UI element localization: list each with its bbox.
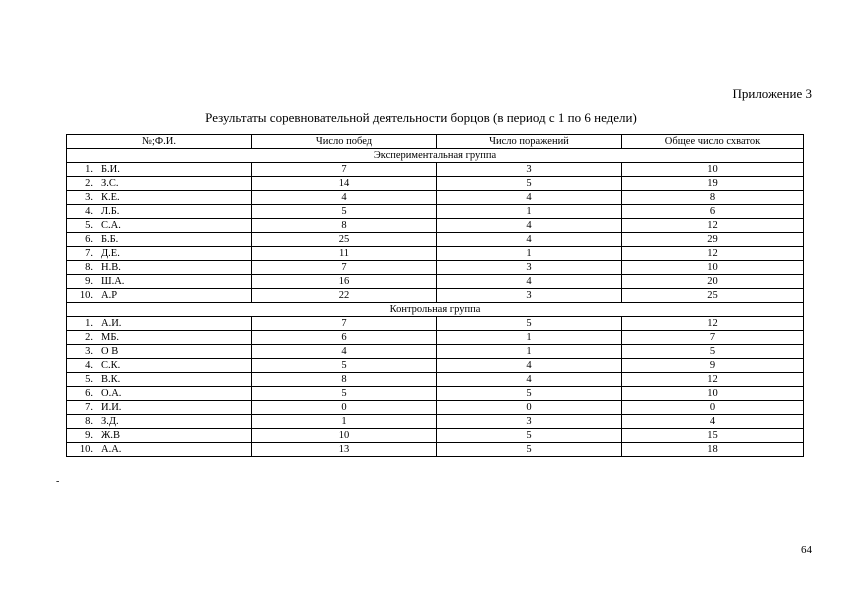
cell-total: 4 xyxy=(622,415,804,429)
cell-total: 12 xyxy=(622,317,804,331)
row-number: 10. xyxy=(79,290,93,301)
header-total: Общее число схваток xyxy=(622,135,804,149)
table-row xyxy=(67,443,804,457)
participant-name: В.К. xyxy=(101,374,121,385)
results-table xyxy=(66,134,804,457)
table-row xyxy=(67,219,804,233)
stray-mark: - xyxy=(56,476,60,487)
table-row xyxy=(67,275,804,289)
cell-wins: 7 xyxy=(252,317,437,331)
cell-wins: 8 xyxy=(252,373,437,387)
cell-total: 25 xyxy=(622,289,804,303)
cell-wins: 13 xyxy=(252,443,437,457)
table-row xyxy=(67,247,804,261)
table-row xyxy=(67,177,804,191)
cell-participant xyxy=(67,177,252,191)
group-title: Экспериментальная группа xyxy=(67,149,804,163)
cell-participant xyxy=(67,233,252,247)
cell-participant xyxy=(67,205,252,219)
document-title: Результаты соревновательной деятельности борцов (в период с 1 по 6 недели) xyxy=(205,110,637,125)
cell-losses: 3 xyxy=(437,415,622,429)
row-number: 6. xyxy=(85,388,93,399)
group-row xyxy=(67,303,804,317)
cell-total: 29 xyxy=(622,233,804,247)
participant-name: О.А. xyxy=(101,388,122,399)
cell-total: 0 xyxy=(622,401,804,415)
cell-losses: 5 xyxy=(437,317,622,331)
cell-wins: 5 xyxy=(252,359,437,373)
row-number: 7. xyxy=(85,248,93,259)
row-number: 7. xyxy=(85,402,93,413)
cell-losses: 4 xyxy=(437,373,622,387)
participant-name: Б.Б. xyxy=(101,234,119,245)
page-number: 64 xyxy=(801,544,812,556)
table-body xyxy=(67,149,804,457)
cell-losses: 4 xyxy=(437,191,622,205)
cell-wins: 22 xyxy=(252,289,437,303)
row-number: 2. xyxy=(85,332,93,343)
participant-name: А.И. xyxy=(101,318,122,329)
cell-total: 12 xyxy=(622,247,804,261)
row-number: 4. xyxy=(85,360,93,371)
cell-wins: 7 xyxy=(252,163,437,177)
participant-name: З.С. xyxy=(101,178,119,189)
cell-wins: 10 xyxy=(252,429,437,443)
row-number: 1. xyxy=(85,318,93,329)
cell-participant xyxy=(67,345,252,359)
cell-losses: 4 xyxy=(437,219,622,233)
cell-participant xyxy=(67,275,252,289)
participant-name: И.И. xyxy=(101,402,122,413)
cell-wins: 25 xyxy=(252,233,437,247)
row-number: 9. xyxy=(85,276,93,287)
participant-name: Д.Е. xyxy=(101,248,120,259)
table-row xyxy=(67,359,804,373)
cell-wins: 0 xyxy=(252,401,437,415)
cell-total: 10 xyxy=(622,163,804,177)
participant-name: Л.Б. xyxy=(101,206,120,217)
cell-total: 8 xyxy=(622,191,804,205)
cell-participant xyxy=(67,219,252,233)
table-row xyxy=(67,345,804,359)
participant-name: МБ. xyxy=(101,332,119,343)
cell-losses: 5 xyxy=(437,177,622,191)
cell-wins: 4 xyxy=(252,345,437,359)
cell-total: 20 xyxy=(622,275,804,289)
cell-wins: 1 xyxy=(252,415,437,429)
cell-losses: 4 xyxy=(437,233,622,247)
cell-total: 12 xyxy=(622,219,804,233)
table-row xyxy=(67,331,804,345)
cell-participant xyxy=(67,191,252,205)
cell-wins: 5 xyxy=(252,387,437,401)
table-row xyxy=(67,191,804,205)
row-number: 5. xyxy=(85,374,93,385)
participant-name: О В xyxy=(101,346,119,357)
cell-losses: 5 xyxy=(437,429,622,443)
cell-losses: 4 xyxy=(437,275,622,289)
cell-participant xyxy=(67,443,252,457)
cell-wins: 8 xyxy=(252,219,437,233)
participant-name: С.А. xyxy=(101,220,121,231)
table-header-row xyxy=(67,135,804,149)
table-row xyxy=(67,205,804,219)
cell-wins: 6 xyxy=(252,331,437,345)
row-number: 3. xyxy=(85,192,93,203)
cell-total: 7 xyxy=(622,331,804,345)
cell-participant xyxy=(67,401,252,415)
row-number: 9. xyxy=(85,430,93,441)
row-number: 8. xyxy=(85,416,93,427)
cell-wins: 5 xyxy=(252,205,437,219)
table-row xyxy=(67,373,804,387)
group-title: Контрольная группа xyxy=(67,303,804,317)
row-number: 4. xyxy=(85,206,93,217)
row-number: 5. xyxy=(85,220,93,231)
cell-participant xyxy=(67,317,252,331)
cell-wins: 11 xyxy=(252,247,437,261)
cell-total: 9 xyxy=(622,359,804,373)
cell-total: 12 xyxy=(622,373,804,387)
table-row xyxy=(67,415,804,429)
table-row xyxy=(67,233,804,247)
cell-losses: 5 xyxy=(437,387,622,401)
cell-total: 10 xyxy=(622,387,804,401)
appendix-label: Приложение 3 xyxy=(732,86,812,101)
group-row xyxy=(67,149,804,163)
cell-total: 10 xyxy=(622,261,804,275)
cell-participant xyxy=(67,359,252,373)
participant-name: С.К. xyxy=(101,360,121,371)
row-number: 2. xyxy=(85,178,93,189)
table-row xyxy=(67,401,804,415)
cell-participant xyxy=(67,331,252,345)
participant-name: З.Д. xyxy=(101,416,119,427)
table-row xyxy=(67,261,804,275)
cell-participant xyxy=(67,289,252,303)
header-wins: Число побед xyxy=(252,135,437,149)
row-number: 3. xyxy=(85,346,93,357)
cell-participant xyxy=(67,387,252,401)
table-row xyxy=(67,429,804,443)
cell-losses: 0 xyxy=(437,401,622,415)
cell-participant xyxy=(67,429,252,443)
participant-name: Ж.В xyxy=(101,430,121,441)
cell-participant xyxy=(67,415,252,429)
participant-name: Н.В. xyxy=(101,262,121,273)
cell-losses: 4 xyxy=(437,359,622,373)
table-row xyxy=(67,289,804,303)
participant-name: А.Р xyxy=(101,290,118,301)
row-number: 10. xyxy=(79,444,93,455)
cell-wins: 4 xyxy=(252,191,437,205)
participant-name: Ш.А. xyxy=(101,276,125,287)
table-row xyxy=(67,317,804,331)
cell-total: 18 xyxy=(622,443,804,457)
cell-losses: 1 xyxy=(437,205,622,219)
row-number: 8. xyxy=(85,262,93,273)
participant-name: А.А. xyxy=(101,444,122,455)
cell-participant xyxy=(67,373,252,387)
cell-losses: 1 xyxy=(437,345,622,359)
cell-participant xyxy=(67,163,252,177)
participant-name: К.Е. xyxy=(101,192,120,203)
row-number: 6. xyxy=(85,234,93,245)
cell-losses: 3 xyxy=(437,289,622,303)
cell-wins: 7 xyxy=(252,261,437,275)
header-name: №;Ф.И. xyxy=(67,135,252,149)
cell-losses: 3 xyxy=(437,163,622,177)
cell-total: 5 xyxy=(622,345,804,359)
table-row xyxy=(67,163,804,177)
table-row xyxy=(67,387,804,401)
cell-total: 6 xyxy=(622,205,804,219)
cell-total: 15 xyxy=(622,429,804,443)
cell-losses: 3 xyxy=(437,261,622,275)
participant-name: Б.И. xyxy=(101,164,120,175)
cell-participant xyxy=(67,261,252,275)
header-losses: Число поражений xyxy=(437,135,622,149)
cell-wins: 16 xyxy=(252,275,437,289)
cell-losses: 1 xyxy=(437,331,622,345)
cell-total: 19 xyxy=(622,177,804,191)
cell-wins: 14 xyxy=(252,177,437,191)
cell-participant xyxy=(67,247,252,261)
row-number: 1. xyxy=(85,164,93,175)
cell-losses: 1 xyxy=(437,247,622,261)
cell-losses: 5 xyxy=(437,443,622,457)
